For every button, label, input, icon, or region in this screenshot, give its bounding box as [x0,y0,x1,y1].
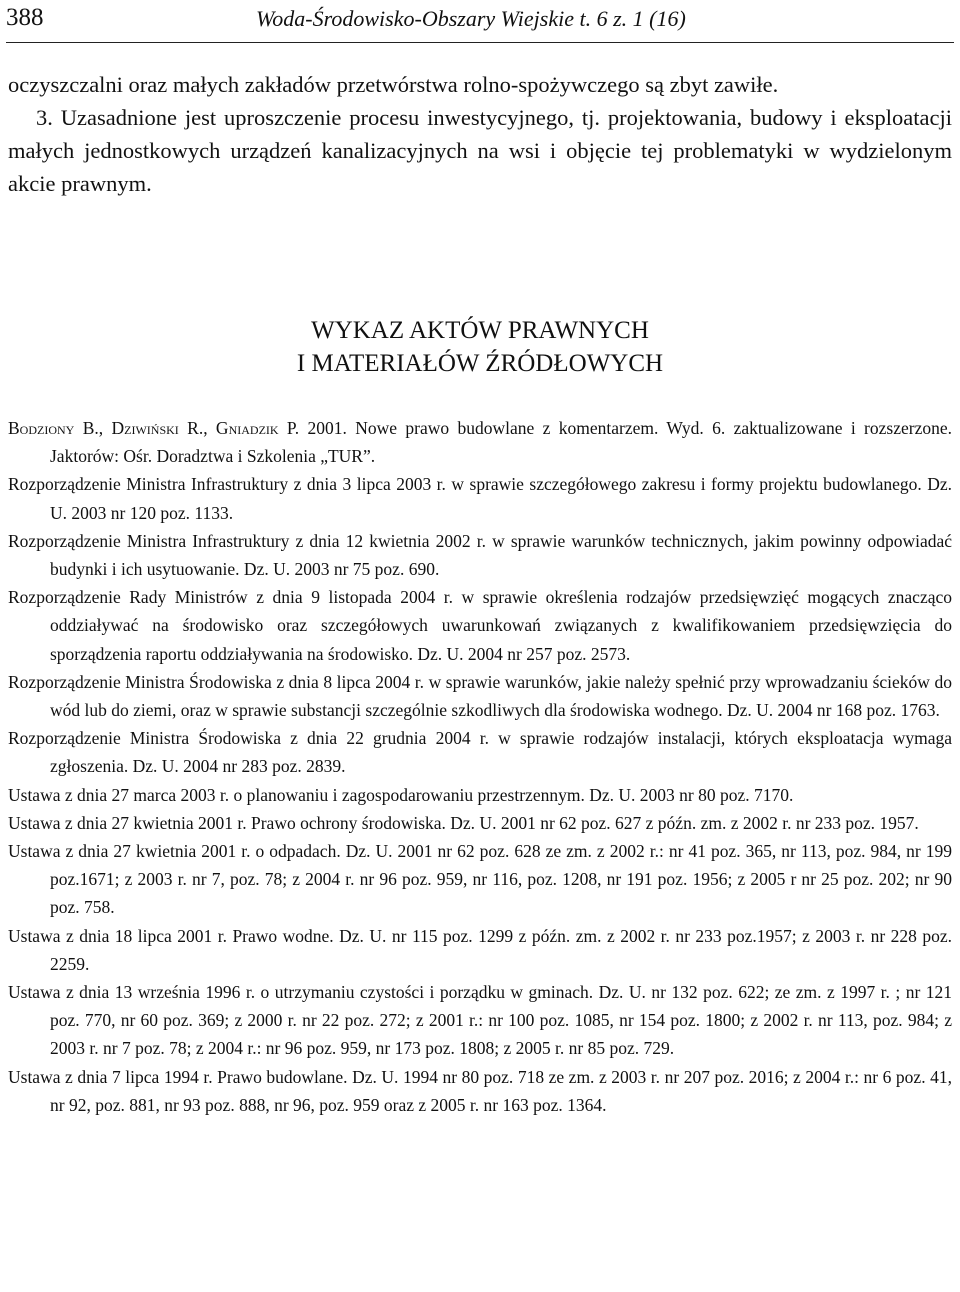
reference-item [8,922,952,978]
reference-item [8,978,952,1063]
reference-text: Ustawa z dnia 27 kwietnia 2001 r. Prawo ochrony środowiska. Dz. U. 2001 nr 62 poz. 627 z późn. zm. z 2002 r. nr 233 poz. 1957. [8,812,919,833]
reference-item [8,1063,952,1119]
reference-item [8,470,952,526]
intro-paragraph: oczyszczalni oraz małych zakładów przetwórstwa rolno-spożywczego są zbyt zawiłe. [8,72,779,97]
reference-text: Rozporządzenie Ministra Infrastruktury z dnia 3 lipca 2003 r. w sprawie szczegółowego zakresu i formy projektu budowlanego. Dz. U. 2003 nr 120 poz. 1133. [8,474,952,523]
reference-text: Rozporządzenie Ministra Środowiska z dnia 8 lipca 2004 r. w sprawie warunków, jakie należy spełnić przy wprowadzaniu ścieków do wód lub do ziemi, oraz w sprawie substancji szczególnie szkodliwych dla środowiska wodnego. Dz. U. 2004 nr 168 poz. 1763. [8,671,952,721]
reference-text: Rozporządzenie Ministra Środowiska z dnia 22 grudnia 2004 r. w sprawie rodzajów instalacji, których eksploatacja wymaga zgłoszenia. Dz. U. 2004 nr 283 poz. 2839. [8,728,952,777]
journal-running-head: Woda-Środowisko-Obszary Wiejskie t. 6 z. 1 (16) [256,6,686,31]
reference-text: Ustawa z dnia 27 marca 2003 r. o planowaniu i zagospodarowaniu przestrzennym. Dz. U. 2003 nr 80 poz. 7170. [8,784,794,805]
reference-item [8,809,952,837]
page-number: 388 [6,4,44,31]
section-heading-line: WYKAZ AKTÓW PRAWNYCH [311,317,649,344]
section-heading-line: I MATERIAŁÓW ŹRÓDŁOWYCH [296,350,664,377]
reference-text: Ustawa z dnia 18 lipca 2001 r. Prawo wodne. Dz. U. nr 115 poz. 1299 z późn. zm. z 2002 r. nr 233 poz.1957; z 2003 r. nr 228 poz. 2259. [8,925,952,974]
section-heading [0,314,960,380]
intro-paragraph: 3. Uzasadnione jest uproszczenie procesu inwestycyjnego, tj. projektowania, budowy i eksploatacji małych jednostkowych urządzeń kanalizacyjnych na wsi i objęcie tej problematyki w wydzielonym akcie prawnym. [8,105,952,196]
reference-item [8,781,952,809]
reference-text: 2001. Nowe prawo budowlane z komentarzem. Wyd. 6. zaktualizowane i rozszerzone. Jaktorów: Ośr. Doradztwa i Szkolenia „TUR”. [50,418,952,467]
reference-authors: Bodziony B., Dziwiński R., Gniadzik P. [8,418,300,438]
reference-item [8,583,952,668]
intro-text [8,68,952,200]
reference-item [8,414,952,470]
reference-item [8,724,952,780]
page-header [6,2,954,43]
reference-item [8,837,952,922]
reference-item [8,668,952,724]
reference-text: Ustawa z dnia 27 kwietnia 2001 r. o odpadach. Dz. U. 2001 nr 62 poz. 628 ze zm. z 2002 r.: nr 41 poz. 365, nr 113, poz. 984, nr 199 poz.1671; z 2003 r. nr 7, poz. 78; z 2004 r. nr 96 poz. 959, nr 116, poz. 1208, nr 191 poz. 1956; z 2005 r nr 25 poz. 202; nr 90 poz. 758. [8,841,952,918]
reference-text: Rozporządzenie Ministra Infrastruktury z dnia 12 kwietnia 2002 r. w sprawie warunków technicznych, jakim powinny odpowiadać budynki i ich usytuowanie. Dz. U. 2003 nr 75 poz. 690. [8,530,952,580]
reference-text: Ustawa z dnia 7 lipca 1994 r. Prawo budowlane. Dz. U. 1994 nr 80 poz. 718 ze zm. z 2003 r. nr 207 poz. 2016; z 2004 r.: nr 6 poz. 41, nr 92, poz. 881, nr 93 poz. 888, nr 96, poz. 959 oraz z 2005 r. nr 163 poz. 1364. [8,1066,952,1115]
reference-list [8,414,952,1119]
reference-text: Ustawa z dnia 13 września 1996 r. o utrzymaniu czystości i porządku w gminach. Dz. U. nr 132 poz. 622; ze zm. z 1997 r. ; nr 121 poz. 770, nr 60 poz. 369; z 2000 r. nr 22 poz. 272; z 2001 r.: nr 100 poz. 1085, nr 154 poz. 1800; z 2002 r. nr 113, poz. 984; z 2003 r. nr 7 poz. 78; z 2004 r.: nr 96 poz. 959, nr 173 poz. 1808; z 2005 r. nr 85 poz. 729. [8,982,952,1059]
reference-text: Rozporządzenie Rady Ministrów z dnia 9 listopada 2004 r. w sprawie określenia rodzajów przedsięwzięć mogących znacząco oddziaływać na środowisko oraz szczegółowych uwarunkowań związanych z kwalifikowaniem przedsięwzięcia do sporządzenia raportu oddziaływania na środowisko. Dz. U. 2004 nr 257 poz. 2573. [8,587,952,664]
reference-item [8,527,952,583]
